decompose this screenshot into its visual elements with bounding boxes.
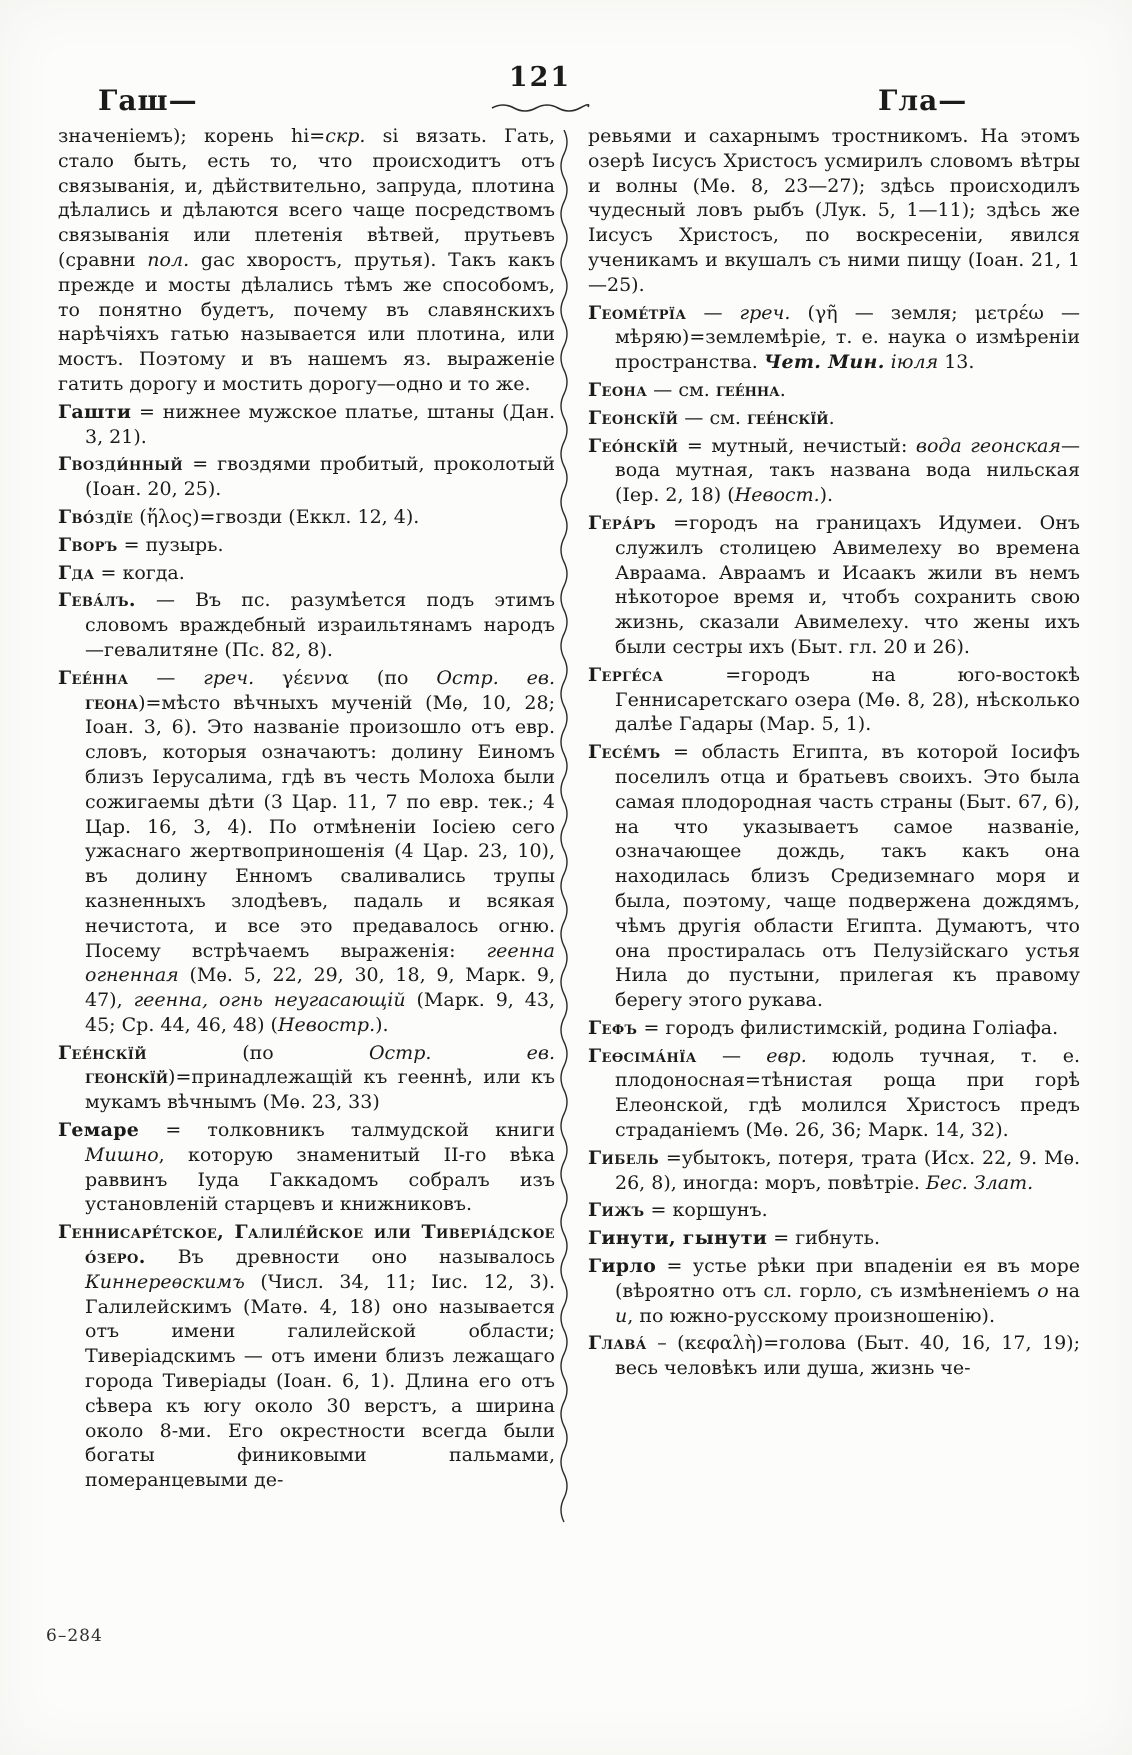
dictionary-entry bbox=[588, 434, 1080, 508]
entry-body: = коршунъ. bbox=[644, 1199, 768, 1222]
right-column-entries bbox=[588, 301, 1080, 1381]
entry-body: = пузырь. bbox=[117, 533, 224, 556]
left-column-entries bbox=[58, 400, 555, 1493]
entry-headword: Гесе́мъ bbox=[588, 741, 661, 764]
dictionary-entry bbox=[588, 1331, 1080, 1381]
running-head-left: Гаш— bbox=[98, 84, 198, 117]
dictionary-entry bbox=[588, 1016, 1080, 1041]
entry-body: — см. гее́нскїй. bbox=[678, 406, 835, 429]
entry-headword: Глава́ bbox=[588, 1332, 647, 1355]
entry-headword: Гева́лъ. bbox=[58, 589, 136, 612]
entry-body: =городъ на юго-востокѣ Геннисаретскаго озера (Мѳ. 8, 28), нѣсколько далѣе Гадары (Мар. 5, 1). bbox=[615, 663, 1080, 736]
entry-headword: Гашти bbox=[58, 400, 132, 423]
dictionary-entry bbox=[58, 505, 555, 530]
entry-body: (по Остр. ев. геонскїй)=принадлежащій къ гееннѣ, или къ мукамъ вѣчнымъ (Мѳ. 23, 33) bbox=[85, 1041, 555, 1114]
entry-body: =убытокъ, потеря, трата (Исх. 22, 9. Мѳ. 26, 8), иногда: моръ, повѣтріе. Бес. Злат. bbox=[615, 1146, 1080, 1194]
entry-body: = область Египта, въ которой Іосифъ поселилъ отца и братьевъ своихъ. Это была самая плодородная часть страны (Быт. 67, 6), на что указываетъ самое названіе, означающее дождь, такъ какъ она находилась близъ Средиземнаго моря и была, поэтому, чаще подвержена дождямъ, чѣмъ другія области Египта. Думаютъ, что она простиралась отъ Пелузійскаго устья Нила до пустыни, прилегая къ правому берегу этого рукава. bbox=[615, 741, 1080, 1012]
dictionary-entry bbox=[588, 1254, 1080, 1328]
page-number-flourish bbox=[488, 100, 592, 114]
entry-body: Въ древности оно называлось Киннереѳскимъ (Числ. 34, 11; Іис. 12, 3). Галилейскимъ (Матѳ. 4, 18) оно называется отъ имени галилейской области; Тиверіадскимъ — отъ имени близъ лежащаго города Тиверіады (Іоан. 6, 1). Длина его отъ сѣвера къ югу около 30 верстъ, а ширина около 8-ми. Его окрестности всегда были богаты финиковыми пальмами, померанцевыми де- bbox=[85, 1246, 555, 1492]
entry-body: — Въ пс. разумѣется подъ этимъ словомъ враждебный израильтянамъ народъ—гевалитяне (Пс. 82, 8). bbox=[85, 589, 555, 661]
entry-body: = устье рѣки при впаденіи ея въ море (вѣроятно отъ сл. горло, съ измѣненіемъ о на и, по южно-русскому произношенію). bbox=[615, 1255, 1080, 1327]
dictionary-entry bbox=[58, 588, 555, 662]
entry-body: = городъ филистимскій, родина Голіафа. bbox=[637, 1016, 1059, 1039]
dictionary-entry bbox=[58, 533, 555, 558]
continuation-paragraph: ревьями и сахарнымъ тростникомъ. На этомъ озерѣ Іисусъ Христосъ усмирилъ словомъ вѣтры и волны (Мѳ. 8, 23—27); здѣсь происходилъ чудесный ловъ рыбъ (Лук. 5, 1—11); здѣсь же Іисусъ Христосъ, по воскресеніи, явился ученикамъ и вкушалъ съ ними пищу (Іоан. 21, 1—25). bbox=[588, 125, 1080, 296]
entry-body: (ἥλος)=гвозди (Еккл. 12, 4). bbox=[133, 505, 420, 528]
left-column bbox=[58, 124, 555, 1496]
dictionary-entry bbox=[58, 400, 555, 450]
entry-body: = гвоздями пробитый, проколотый (Іоан. 20, 25). bbox=[85, 453, 555, 501]
right-column bbox=[588, 124, 1080, 1384]
entry-headword: Геонскїй bbox=[588, 406, 679, 429]
dictionary-entry bbox=[58, 666, 555, 1038]
entry-body: — греч. (γῆ — земля; μετρέω — мѣряю)=землемѣріе, т. е. наука о измѣреніи пространства. Чет. Мин. іюля 13. bbox=[615, 301, 1080, 374]
dictionary-entry bbox=[58, 1041, 555, 1115]
dictionary-entry bbox=[588, 1146, 1080, 1196]
entry-headword: Гера́ръ bbox=[588, 511, 657, 534]
entry-body: = нижнее мужское платье, штаны (Дан. 3, 21). bbox=[85, 400, 555, 448]
entry-headword: Геѳсіма́нїа bbox=[588, 1044, 697, 1067]
entry-headword: Гибель bbox=[588, 1146, 660, 1169]
dictionary-entry bbox=[58, 561, 555, 586]
printers-signature: 6–284 bbox=[46, 1626, 103, 1646]
entry-body: — греч. γέεννα (по Остр. ев. геона)=мѣсто вѣчныхъ мученій (Мѳ, 10, 28; Іоан. 3, 6). Это названіе произошло отъ евр. словъ, которыя означаютъ: долину Еиномъ близъ Іерусалима, гдѣ въ честь Молоха были сожигаемы дѣти (3 Цар. 11, 7 по евр. тек.; 4 Цар. 16, 3, 4). По отмѣненіи Іосіею сего ужаснаго жертвоприношенія (4 Цар. 23, 10), въ долину Енномъ сваливались трупы казненныхъ злодѣевъ, падаль и всякая нечистота, и все это предавалось огню. Посему встрѣчаемъ выраженія: геенна огненная (Мѳ. 5, 22, 29, 30, 18, 9, Марк. 9, 47), геенна, огнь неугасающій (Марк. 9, 43, 45; Ср. 44, 46, 48) (Невостр.). bbox=[85, 666, 555, 1036]
dictionary-entry bbox=[588, 378, 1080, 403]
dictionary-entry bbox=[588, 1044, 1080, 1143]
entry-headword: Гворъ bbox=[58, 533, 118, 556]
entry-headword: Гвозди́нный bbox=[58, 453, 184, 476]
entry-headword: Геоме́трїа bbox=[588, 301, 687, 324]
entry-body: – (κεφαλὴ)=голова (Быт. 40, 16, 17, 19); весь человѣкъ или душа, жизнь че- bbox=[615, 1332, 1080, 1380]
dictionary-entry bbox=[588, 511, 1080, 660]
dictionary-entry bbox=[588, 301, 1080, 375]
entry-headword: Геона bbox=[588, 378, 648, 401]
entry-body: — см. гее́нна. bbox=[647, 378, 786, 401]
entry-headword: Гда bbox=[58, 561, 95, 584]
page-number: 121 bbox=[508, 62, 572, 93]
entry-headword: Гижъ bbox=[588, 1199, 645, 1222]
entry-headword: Гирло bbox=[588, 1255, 657, 1278]
dictionary-entry bbox=[58, 1118, 555, 1217]
entry-body: = когда. bbox=[94, 561, 185, 584]
dictionary-entry bbox=[588, 1226, 1080, 1251]
entry-headword: Гефъ bbox=[588, 1016, 638, 1039]
dictionary-entry bbox=[588, 1198, 1080, 1223]
dictionary-entry bbox=[58, 1220, 555, 1493]
entry-body: = гибнуть. bbox=[767, 1227, 880, 1250]
continuation-paragraph: значеніемъ); корень hi=скр. si вязать. Гать, стало быть, есть то, что происходитъ отъ связыванія, и, дѣйствительно, запруда, плотина дѣлались и дѣлаются всего чаще посредствомъ связыванія или плетенія вѣтвей, прутьевъ (сравни пол. gac хворостъ, прутья). Такъ какъ прежде и мосты дѣлались тѣмъ же способомъ, то понятно будетъ, почему въ славянскихъ нарѣчіяхъ гатью называется или плотина, или мостъ. Поэтому и въ нашемъ яз. выраженіе гатить дорогу и мостить дорогу—одно и то же. bbox=[58, 125, 556, 395]
entry-headword: Гинути, гынути bbox=[588, 1227, 768, 1250]
entry-body: — евр. юдоль тучная, т. е. плодоносная=тѣнистая роща при горѣ Елеонской, гдѣ молился Христосъ предъ страданіемъ (Мѳ. 26, 36; Марк. 14, 32). bbox=[615, 1044, 1080, 1142]
running-head-right: Гла— bbox=[878, 84, 968, 117]
entry-headword: Гво́здїе bbox=[58, 505, 134, 528]
entry-body: =городъ на границахъ Идумеи. Онъ служилъ столицею Авимелеху во времена Авраама. Авраамъ и Исаакъ жили въ немъ нѣкоторое время и, чтобъ сохранить свою жизнь, сказали Авимелеху. что жены ихъ были сестры ихъ (Быт. гл. 20 и 26). bbox=[615, 511, 1080, 658]
entry-body: = толковникъ талмудской книги Мишно, которую знаменитый II-го вѣка раввинъ Іуда Гаккадомъ собралъ изъ установленій старцевъ и книжниковъ. bbox=[85, 1119, 555, 1216]
column-divider-rule bbox=[556, 130, 572, 1528]
entry-body: = мутный, нечистый: вода геонская—вода мутная, такъ названа вода нильская (Іер. 2, 18) (Невост.). bbox=[615, 434, 1080, 507]
entry-headword: Геннисаре́тское, Галиле́йское или Тиверіа́дское о́зеро. bbox=[58, 1221, 555, 1269]
entry-headword: Гее́нскїй bbox=[58, 1041, 147, 1064]
entry-headword: Гемаре bbox=[58, 1119, 140, 1142]
entry-headword: Герге́са bbox=[588, 663, 664, 686]
entry-headword: Гее́нна bbox=[58, 666, 129, 689]
dictionary-entry bbox=[588, 740, 1080, 1013]
dictionary-entry bbox=[588, 406, 1080, 431]
dictionary-entry bbox=[588, 663, 1080, 737]
entry-headword: Гео́нскїй bbox=[588, 434, 679, 457]
dictionary-entry bbox=[58, 452, 555, 502]
